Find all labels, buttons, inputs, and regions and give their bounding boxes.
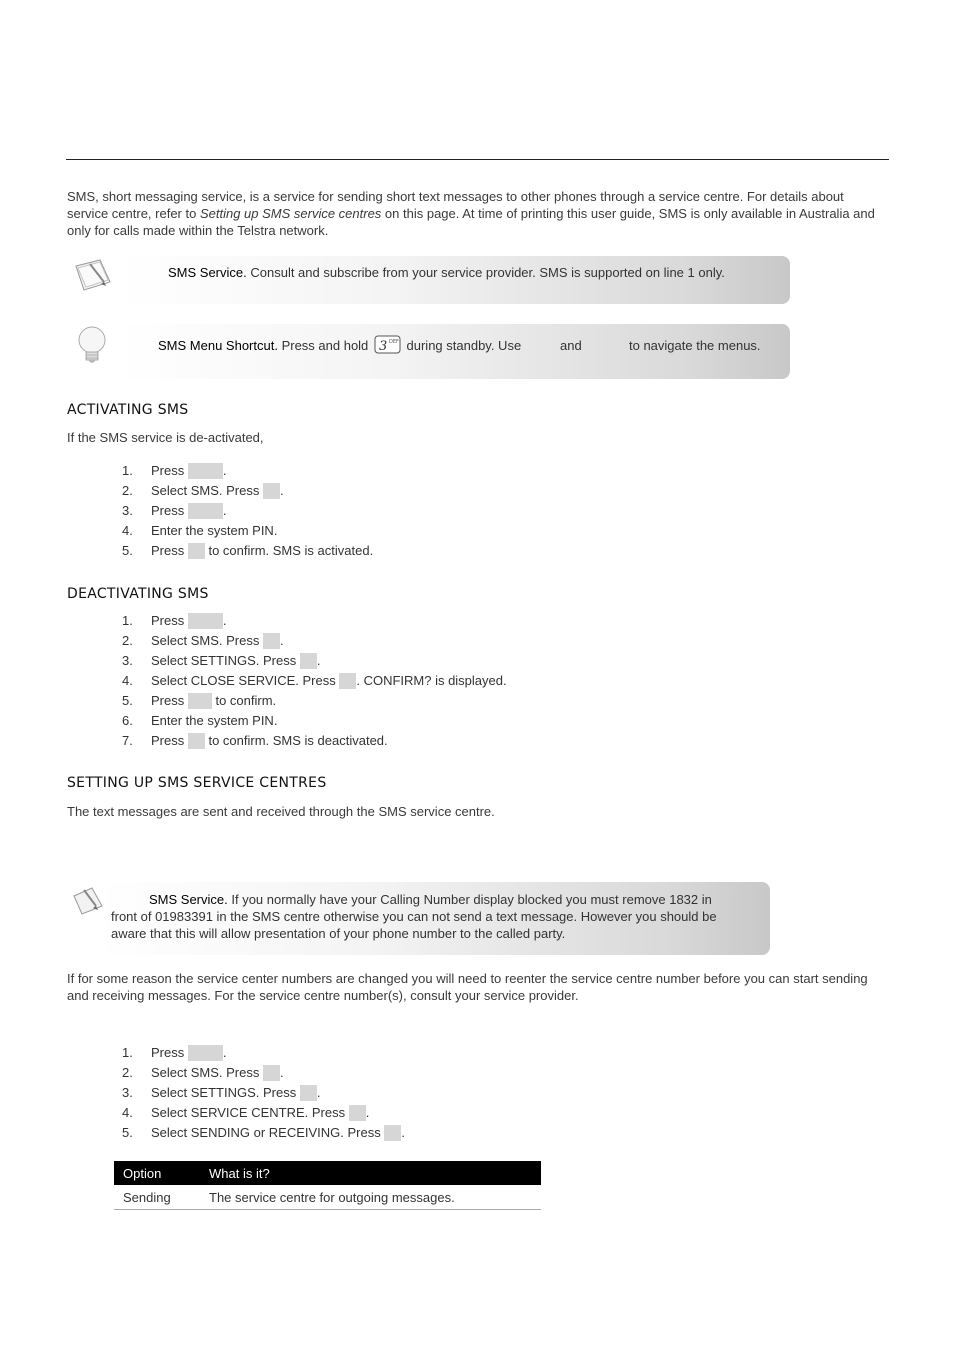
list-item bbox=[122, 501, 373, 521]
ok-key-icon bbox=[339, 673, 356, 689]
step-number: 3. bbox=[122, 503, 133, 518]
step-text: Select CLOSE SERVICE. Press bbox=[151, 673, 340, 688]
step-number: 5. bbox=[122, 693, 133, 708]
step-text-end: to confirm. SMS is deactivated. bbox=[204, 733, 388, 748]
tip-text: Press and hold bbox=[277, 338, 372, 353]
menu-key-icon bbox=[188, 463, 223, 479]
step-text: Select SETTINGS. Press bbox=[151, 653, 300, 668]
step-text: Press bbox=[151, 1045, 188, 1060]
list-item bbox=[122, 1043, 405, 1063]
step-text: Select SERVICE CENTRE. Press bbox=[151, 1105, 349, 1120]
step-text-end: to confirm. bbox=[211, 693, 277, 708]
list-item bbox=[122, 541, 373, 561]
intro-text: SMS, short messaging service, is a service for sending short text messages to other phones through a service centre. For details about service centre, refer to bbox=[67, 189, 844, 221]
step-text-end: . CONFIRM? is displayed. bbox=[356, 673, 507, 688]
table-cell-description: The service centre for outgoing messages. bbox=[200, 1185, 541, 1210]
step-text-end: . bbox=[222, 463, 227, 478]
service-centres-lead: The text messages are sent and received through the SMS service centre. bbox=[67, 804, 495, 819]
step-number: 2. bbox=[122, 483, 133, 498]
activating-steps bbox=[122, 461, 373, 561]
step-text: Select SMS. Press bbox=[151, 483, 263, 498]
list-item bbox=[122, 651, 507, 671]
step-number: 1. bbox=[122, 463, 133, 478]
table-row bbox=[114, 1185, 541, 1210]
ok-key-icon bbox=[188, 733, 205, 749]
list-item bbox=[122, 1063, 405, 1083]
activating-lead: If the SMS service is de-activated, bbox=[67, 430, 264, 445]
warning-line-3: aware that this will allow presentation of your phone number to the called party. bbox=[111, 926, 566, 941]
list-item bbox=[122, 521, 373, 541]
menu-key-icon bbox=[188, 613, 223, 629]
ok-key-icon bbox=[263, 1065, 280, 1081]
step-number: 3. bbox=[122, 653, 133, 668]
step-text: Press bbox=[151, 503, 188, 518]
sms-service-note-text bbox=[168, 264, 725, 281]
step-number: 4. bbox=[122, 523, 133, 538]
intro-paragraph bbox=[67, 188, 887, 239]
note-body: Consult and subscribe from your service provider. SMS is supported on line 1 only. bbox=[246, 265, 725, 280]
table-header-row bbox=[114, 1161, 541, 1185]
warning-line-2: front of 01983391 in the SMS centre otherwise you can not send a text message. However you should be bbox=[111, 909, 717, 924]
step-text-end: . bbox=[401, 1125, 405, 1140]
list-item bbox=[122, 671, 507, 691]
note-title: SMS Service. bbox=[149, 892, 228, 907]
menu-key-icon bbox=[188, 1045, 223, 1061]
step-text-end: . bbox=[365, 1105, 370, 1120]
column-header-option: Option bbox=[114, 1161, 200, 1185]
tip-and-text: and bbox=[560, 338, 582, 353]
step-text-end: . bbox=[222, 1045, 227, 1060]
step-number: 1. bbox=[122, 1045, 133, 1060]
list-item bbox=[122, 731, 507, 751]
step-text: Press bbox=[151, 733, 188, 748]
intro-text-end: on this page. At time of printing this user guide, SMS is only available in Australia and only for calls made within the Telstra network. bbox=[67, 206, 875, 238]
step-text-end: . bbox=[316, 1085, 321, 1100]
section-heading-service-centres: SETTING UP SMS SERVICE CENTRES bbox=[67, 775, 327, 791]
step-text: Press bbox=[151, 463, 188, 478]
step-number: 7. bbox=[122, 733, 133, 748]
step-number: 4. bbox=[122, 673, 133, 688]
service-centre-steps bbox=[122, 1043, 405, 1143]
table-cell-option: Sending bbox=[114, 1185, 200, 1210]
softkey-icon bbox=[188, 503, 223, 519]
step-text-end: . bbox=[222, 503, 227, 518]
options-table bbox=[114, 1161, 541, 1210]
step-text-end: . bbox=[222, 613, 227, 628]
deactivating-steps bbox=[122, 611, 507, 751]
service-centres-paragraph: If for some reason the service center numbers are changed you will need to reenter the service centre number before you can start sending and receiving messages. For the service centre number(s), consult your service provider. bbox=[67, 971, 868, 1003]
step-text: Select SMS. Press bbox=[151, 1065, 263, 1080]
notepad-icon bbox=[70, 884, 106, 920]
column-header-description: What is it? bbox=[200, 1161, 541, 1185]
step-number: 5. bbox=[122, 1125, 133, 1140]
step-text: Enter the system PIN. bbox=[151, 523, 278, 538]
lightbulb-icon bbox=[74, 325, 110, 367]
key-3-label: 3 bbox=[378, 338, 388, 354]
step-text: Select SENDING or RECEIVING. Press bbox=[151, 1125, 385, 1140]
softkey-icon bbox=[188, 693, 212, 709]
ok-key-icon bbox=[349, 1105, 366, 1121]
step-number: 5. bbox=[122, 543, 133, 558]
svg-text:DEF: DEF bbox=[388, 338, 399, 345]
section-heading-activating: ACTIVATING SMS bbox=[67, 402, 189, 418]
list-item bbox=[122, 711, 507, 731]
step-text: Enter the system PIN. bbox=[151, 713, 278, 728]
step-text: Select SETTINGS. Press bbox=[151, 1085, 300, 1100]
ok-key-icon bbox=[384, 1125, 401, 1141]
tip-text-2: during standby. Use bbox=[402, 338, 522, 353]
section-heading-deactivating: DEACTIVATING SMS bbox=[67, 586, 209, 602]
step-text: Select SMS. Press bbox=[151, 633, 263, 648]
step-text-end: . bbox=[279, 483, 284, 498]
step-text: Press bbox=[151, 613, 188, 628]
ok-key-icon bbox=[300, 1085, 317, 1101]
step-number: 3. bbox=[122, 1085, 133, 1100]
ok-key-icon bbox=[300, 653, 317, 669]
ok-key-icon bbox=[188, 543, 205, 559]
ok-key-icon bbox=[263, 483, 280, 499]
list-item bbox=[122, 1083, 405, 1103]
list-item bbox=[122, 461, 373, 481]
note-body: If you normally have your Calling Number display blocked you must remove 1832 in bbox=[227, 892, 712, 907]
warning-line-1 bbox=[149, 891, 712, 908]
tip-end-text: to navigate the menus. bbox=[629, 338, 761, 353]
step-number: 2. bbox=[122, 1065, 133, 1080]
header-rule bbox=[66, 159, 889, 160]
key-3-icon bbox=[374, 335, 401, 355]
tip-title: SMS Menu Shortcut. bbox=[158, 338, 278, 353]
step-text-end: . bbox=[316, 653, 321, 668]
step-text: Press bbox=[151, 693, 188, 708]
list-item bbox=[122, 1103, 405, 1123]
note-title: SMS Service. bbox=[168, 265, 247, 280]
step-text-end: to confirm. SMS is activated. bbox=[204, 543, 374, 558]
step-text-end: . bbox=[279, 1065, 284, 1080]
step-number: 1. bbox=[122, 613, 133, 628]
list-item bbox=[122, 631, 507, 651]
notepad-icon bbox=[70, 256, 116, 296]
list-item bbox=[122, 611, 507, 631]
list-item bbox=[122, 691, 507, 711]
step-number: 6. bbox=[122, 713, 133, 728]
ok-key-icon bbox=[263, 633, 280, 649]
step-number: 4. bbox=[122, 1105, 133, 1120]
step-number: 2. bbox=[122, 633, 133, 648]
step-text: Press bbox=[151, 543, 188, 558]
list-item bbox=[122, 481, 373, 501]
step-text-end: . bbox=[279, 633, 284, 648]
list-item bbox=[122, 1123, 405, 1143]
intro-reference: Setting up SMS service centres bbox=[199, 206, 382, 221]
